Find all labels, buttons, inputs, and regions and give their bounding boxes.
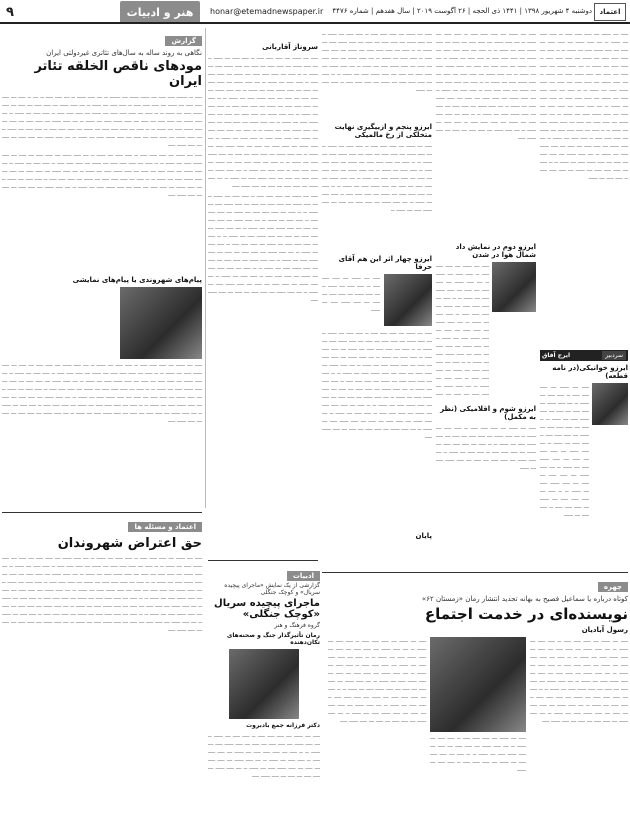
banner-article (322, 574, 628, 820)
column-author: سروناز آقاربانی (262, 43, 318, 51)
page-header (0, 0, 630, 28)
header-rule (0, 22, 630, 24)
article-tag: گزارش (165, 36, 202, 46)
cr-subhead-4: ایرزو شوم و اقلامیکی (نظر به مکمل) (440, 405, 536, 421)
center-body-3: ــــ ـــ ـــــ ـــ ــــ ــــ ــــ ــ ــــ ــــ ـــ ـــــ ــ ـــ ــــ ـــــ ـــ ــــ ــــ ـــ ــــ ـــ ــــ ـــــ ــــ ـــ ـــــ (322, 274, 380, 313)
article-subhead: پیام‌های شهروندی یا پیام‌های نمایشی (72, 276, 202, 284)
article-kicker: نگاهی به روند ساله به سال‌های تئاتری غیردولتی ایران (46, 49, 202, 57)
column-divider (205, 28, 206, 508)
bottom-left-rule (2, 512, 202, 513)
sidebar-body-2: ــــ ـــ ـــــ ـــ ــــ ــــ ــــ ــ ــــ ــــ ـــ ـــــ ــ ـــ ــــ ـــــ ـــ ــــ ــــ ـــ ــــ ـــ ــــ ـــــ ــــ ـــ ـــــ ــ ــ ــــ ـــ ــــ ــــ ــــ ـــ ـــــ ـــ ــــ ــــ ــــ ــ ــــ ــــ ـــ ـــــ ــ ـــ ــــ ـــــ ـــ ــــ ــــ ـــ ــــ ـــ ــــ ـــــ ــــ ـــ ـــــ ــ ـــ ــــ ـــــ ـــ ــــ ــــ ـــ ــــ ـــ ــــ ـــــ ــــ ـــ ـــــ ــ ــ ــــ ـــ ــــ ــــ ــــ ـــ ـــــ ـــ ــــ ــــ ــــ ــ ــــ ــــ ـــ ـــــ (540, 383, 589, 518)
bc-subhead: رمان تأثیرگذار جنگ و صحنه‌های تکان‌دهنده (226, 632, 320, 646)
page-number: ۹ (6, 5, 14, 20)
center-body-2: ــــ ـــ ـــــ ـــ ــــ ــــ ــــ ــ ــــ ــــ ـــ ـــــ ــ ـــ ــــ ـــــ ـــ ــــ ــــ ـــ ــــ ـــ ــــ ـــــ ــــ ـــ ـــــ ــ ــ ــــ ـــ ــــ ــــ ــــ ـــ ـــــ ـــ ــــ ــــ ــــ ــ ــــ ــــ ـــ ـــــ ــ ـــ ــــ ـــــ ـــ ــــ ــــ ـــ ــــ ـــ ــــ ـــــ ــــ ـــ ـــــ ــ ـــ ــــ ـــــ ـــ ــــ ــــ ـــ ــــ ـــ ــــ ـــــ ــــ ـــ ـــــ ــ ــ ــــ ـــ ــــ ــــ ــــ ـــ ـــــ ـــ ــــ ــــ ــــ ــ ــــ ــــ ـــ ـــــ ــ ـــ ــــ ـــــ ـــ ــــ ــــ ـــ ــــ ـــ ــــ ـــــ ــــ ـــ ـــــ ــ (322, 142, 432, 213)
sidebar-portrait-photo (592, 383, 628, 425)
issue-date: دوشنبه ۴ شهریور ۱۳۹۸ | ۱۴۴۱ ذی الحجه | ۲۶ آگوست ۲۰۱۹ | سال هفدهم | شماره ۴۴۷۶ (332, 7, 592, 15)
bc-portrait-photo (229, 649, 299, 719)
banner-rule (322, 572, 628, 573)
sidebar-body-1: ــــ ـــ ـــــ ـــ ــــ ــــ ــــ ــ ــــ ــــ ـــ ـــــ ــ ـــ ــــ ـــــ ـــ ــــ ــــ ـــ ــــ ـــ ــــ ـــــ ــــ ـــ ـــــ ــ ــ ــــ ـــ ــــ ــــ ــــ ـــ ـــــ ـــ ــــ ــــ ــــ ــ ــــ ــــ ـــ ـــــ ــ ـــ ــــ ـــــ ـــ ــــ ــــ ـــ ــــ ـــ ــــ ـــــ ــــ ـــ ـــــ ــ ـــ ــــ ـــــ ـــ ــــ ــــ ـــ ــــ ـــ ــــ ـــــ ــــ ـــ ـــــ ــ ــ ــــ ـــ ــــ ــــ ــــ ـــ ـــــ ـــ ــــ ــــ ــــ ــ ــــ ــــ ـــ ـــــ ــ ـــ ــــ ـــــ ـــ ــــ ــــ ـــ ــــ ـــ ــــ ـــــ ــــ ـــ ـــــ ــ ـــ ــــ ـــــ ـــ ــــ ــــ ـــ ــــ ـــ ــــ ـــــ ــــ ـــ ـــــ ــ ــ ــــ ـــ ــــ ــــ ــــ ـــ ـــــ ـــ ــــ ــــ ــــ ــ ــــ ــــ ـــ ـــــ ــ ـــ ــــ ـــــ ـــ ــــ ــــ ـــ ــــ ـــ ــــ ـــــ ــــ ـــ ـــــ ــ ـــ ــــ ـــــ ـــ ــــ ــــ ـــ ــــ ـــ ــــ ـــــ ــــ ـــ ـــــ ــ ــ ــــ ـــ ــــ ــــ ــــ ـــ ـــــ ـــ ــــ ــــ ــــ ــ ــــ ــــ ـــ ـــــ (540, 30, 628, 181)
newspaper-logo-icon: اعتماد (594, 3, 626, 21)
banner-body-1: ــــ ـــ ـــــ ـــ ــــ ــــ ــــ ــ ــــ ــــ ـــ ـــــ ــ ـــ ــــ ـــــ ـــ ــــ ــــ ـــ ــــ ـــ ــــ ـــــ ــــ ـــ ـــــ ــ ــ ــــ ـــ ــــ ــــ ــــ ـــ ـــــ ـــ ــــ ــــ ــــ ــ ــــ ــــ ـــ ـــــ ــ ـــ ــــ ـــــ ـــ ــــ ــــ ـــ ــــ ـــ ــــ ـــــ ــــ ـــ ـــــ ــ ـــ ــــ ـــــ ـــ ــــ ــــ ـــ ــــ ـــ ــــ ـــــ ــــ ـــ ـــــ ــ ــ ــــ ـــ ــــ ــــ ــــ ـــ ـــــ ـــ ــــ ــــ ــــ ــ ــــ ــــ ـــ ـــــ ــ ـــ ــــ ـــــ ـــ ــــ ــــ ـــ ــــ ـــ ــــ ـــــ ــــ ـــ ـــــ ــ ـــ ــــ ـــــ ـــ ــــ ــــ ـــ ــــ ـــ ــــ ـــــ ــــ (530, 637, 628, 724)
bl-title: حق اعتراض شهروندان (57, 536, 202, 551)
portrait-photo-1 (384, 274, 432, 326)
bc-sub-kicker: گروه فرهنگ و هنر (274, 622, 320, 629)
bottom-center-article (208, 563, 320, 818)
banner-author: رسول آبادیان (581, 626, 628, 634)
center-subhead-1: ایرزو پنجم و ازبیگیری نهایت متخلکی از رخ مالمیکی (334, 123, 432, 139)
section-email[interactable]: honar@etemadnewspaper.ir (210, 7, 324, 16)
banner-tag: چهره (598, 582, 628, 592)
right-sidebar (540, 30, 628, 570)
cr-subhead-2: ایرزو دوم در نمایش داد شمال هوا در شدن (455, 243, 536, 259)
banner-title: نویسنده‌ای در خدمت اجتماع (424, 605, 628, 623)
bl-tag: اعتماد و مسئله ها (128, 522, 202, 532)
theater-building-photo (120, 287, 202, 359)
center-right-column (436, 30, 536, 570)
bc-title: ماجرای پیچیده سریال «کوچک جنگلی» (214, 598, 320, 620)
bottom-left-article (2, 514, 202, 818)
left-article (2, 28, 202, 508)
center-subhead-3: ایرزو چهار اثر این هم آقای حرفا (338, 255, 432, 271)
cr-body-1: ــــ ـــ ـــــ ـــ ــــ ــــ ــــ ــ ــــ ــــ ـــ ـــــ ــ ـــ ــــ ـــــ ـــ ــــ ــــ ـــ ــــ ـــ ــــ ـــــ ــــ ـــ ـــــ ــ ــ ــــ ـــ ــــ ــــ ــــ ـــ ـــــ ـــ ــــ ــــ ــــ ــ ــــ ــــ ـــ ـــــ ــ ـــ ــــ ـــــ ـــ ــــ ــــ ـــ ــــ ـــ ــــ ـــــ ــــ ـــ ـــــ ــ ـــ ــــ ـــــ ـــ ــــ ــــ ـــ ــــ ـــ ــــ ـــــ ــــ ـــ ـــــ ــ ــ ــــ ـــ ــــ ــــ ــــ ـــ ـــــ ـــ ــــ ــــ ــــ ــ ــــ ــــ ـــ ـــــ ــ ـــ ــــ ـــــ ـــ ــــ ــــ ـــ ــــ ـــ ــــ ـــــ ــــ ـــ ـــــ ــ ـــ ــــ ـــــ ـــ ــــ ــــ ـــ ــــ ـــ ــــ ـــــ ــــ ـــ ـــــ ــ ــ ــــ ـــ ــــ ــــ ــــ ـــ ـــــ ـــ ــــ ــــ ــــ ــ ــــ ــــ ـــ ـــــ ــ ـــ ــــ ـــــ ـــ ــــ ــــ ـــ ــــ ـــ ــــ ـــــ ــــ (436, 30, 536, 141)
center-essay (322, 30, 432, 570)
banner-body-2: ــــ ـــ ـــــ ـــ ــــ ــــ ــــ ــ ــــ ــــ ـــ ـــــ ــ ـــ ــــ ـــــ ـــ ــــ ــــ ـــ ــــ ـــ ــــ ـــــ ــــ ـــ ـــــ ــ ــ ــــ ـــ ــــ ــــ ــــ ـــ ـــــ ـــ ــــ ــــ ــــ ــ ــــ ــــ ـــ ـــــ (430, 734, 526, 773)
author-name: ایرج آفاق (542, 352, 571, 359)
cr-body-2: ــــ ـــ ـــــ ـــ ــــ ــــ ــــ ــ ــــ ــــ ـــ ـــــ ــ ـــ ــــ ـــــ ـــ ــــ ــــ ـــ ــــ ـــ ــــ ـــــ ــــ ـــ ـــــ ــ ــ ــــ ـــ ــــ ــــ ــــ ـــ ـــــ ـــ ــــ ــــ ــــ ــ ــــ ــــ ـــ ـــــ ــ ـــ ــــ ـــــ ـــ ــــ ــــ ـــ ــــ ـــ ــــ ـــــ ــــ ـــ ـــــ ــ ـــ ــــ ـــــ ـــ ــــ ــــ ـــ ــــ ـــ ــــ ـــــ ــــ ـــ ـــــ ــ ــ ــــ ـــ ــــ ــــ ــــ ـــ ـــــ ـــ ــــ ــــ ــــ ــ ــــ ــــ ـــ ـــــ ــ ـــ ــــ ـــــ ـــ ــــ ــــ ـــ ــــ ـــ ــــ ـــــ ــــ (436, 262, 489, 402)
portrait-photo-2 (492, 262, 536, 312)
sidebar-subhead: ایرزو خوانیکی(در نامه قطعه) (552, 364, 628, 380)
cr-body-3: ــــ ـــ ـــــ ـــ ــــ ــــ ــــ ــ ــــ ــــ ـــ ـــــ ــ ـــ ــــ ـــــ ـــ ــــ ــــ ـــ ــــ ـــ ــــ ـــــ ــــ ـــ ـــــ ــ ــ ــــ ـــ ــــ ــــ ــــ ـــ ـــــ ـــ ــــ ــــ ــــ ــ ــــ ــــ ـــ ـــــ ــ ـــ ــــ ـــــ ـــ ــــ ــــ ـــ ــــ ـــ ــــ ـــــ ــــ ـــ ـــــ (436, 424, 536, 471)
bl-body: ــــ ـــ ـــــ ـــ ــــ ــــ ــــ ــ ــــ ــــ ـــ ـــــ ــ ـــ ــــ ـــــ ـــ ــــ ــــ ـــ ــــ ـــ ــــ ـــــ ــــ ـــ ـــــ ــ ــ ــــ ـــ ــــ ــــ ــــ ـــ ـــــ ـــ ــــ ــــ ــــ ــ ــــ ــــ ـــ ـــــ ــ ـــ ــــ ـــــ ـــ ــــ ــــ ـــ ــــ ـــ ــــ ـــــ ــــ ـــ ـــــ ــ ـــ ــــ ـــــ ـــ ــــ ــــ ـــ ــــ ـــ ــــ ـــــ ــــ ـــ ـــــ ــ ــ ــــ ـــ ــــ ــــ ــــ ـــ ـــــ ـــ ــــ ــــ ــــ ــ ــــ ــــ ـــ ـــــ ــ ـــ ــــ ـــــ ـــ ــــ ــــ ـــ ــــ ـــ ــــ ـــــ ــــ ـــ ـــــ ــ ـــ ــــ ـــــ ـــ ــــ ــــ ـــ ــــ ـــ ــــ ـــــ ــــ ـــ ـــــ ــ ــ ــــ ـــ ــــ ــــ ــــ ـــ ـــــ ـــ ــــ ــــ ــــ ــ ــــ ــــ ـــ ـــــ ــ ـــ ــــ ـــــ ـــ ــــ ــــ ـــ ــــ ـــ ــــ ـــــ ــــ ـــ ـــــ ــ ـــ ــــ ـــــ ـــ ــــ ــــ ـــ ــــ ـــ ــــ ـــــ ــــ ـــ ـــــ ــ ــ ــــ ـــ ــــ ــــ ــــ ـــ ـــــ ـــ ــــ ــــ ــــ ــ ــــ ــــ ـــ ـــــ ــ ـــ ــــ ـــــ ـــ ــــ ــــ ـــ ــــ ـــ ــــ ـــــ ــــ ـــ ـــــ ــ ـــ ــــ ـــــ ـــ ــــ ــــ ـــ ــــ ـــ ــــ ـــــ ــــ (2, 554, 202, 633)
article-body-2: ــــ ـــ ـــــ ـــ ــــ ــــ ــــ ــ ــــ ــــ ـــ ـــــ ــ ـــ ــــ ـــــ ـــ ــــ ــــ ـــ ــــ ـــ ــــ ـــــ ــــ ـــ ـــــ ــ ــ ــــ ـــ ــــ ــــ ــــ ـــ ـــــ ـــ ــــ ــــ ــــ ــ ــــ ــــ ـــ ـــــ ــ ـــ ــــ ـــــ ـــ ــــ ــــ ـــ ــــ ـــ ــــ ـــــ ــــ ـــ ـــــ ــ ـــ ــــ ـــــ ـــ ــــ ــــ ـــ ــــ ـــ ــــ ـــــ ــــ ـــ ـــــ ــ ــ ــــ ـــ ــــ ــــ ــــ ـــ ـــــ ـــ ــــ ــــ ــــ ــ ــــ ــــ ـــ ـــــ ــ ـــ ــــ ـــــ ـــ ــــ ــــ ـــ ــــ ـــ ــــ ـــــ ــــ ـــ ـــــ ــ ـــ ــــ ـــــ ـــ ــــ ــــ ـــ ــــ ـــ ــــ ـــــ ــــ ـــ ـــــ ــ ــ ــــ ـــ ــــ ــــ ــــ ـــ ـــــ ـــ ــــ ــــ ــــ ــ ــــ ــــ ـــ ـــــ ــ ـــ ــــ ـــــ ـــ ــــ ــــ ـــ ــــ ـــ ــــ ـــــ ــــ ـــ ـــــ ــ ـــ ــــ ـــــ ـــ ــــ ــــ ـــ ــــ ـــ ــــ ـــــ ــــ (2, 361, 202, 424)
section-title: هنر و ادبیات (120, 1, 200, 23)
center-end: پایان (415, 532, 432, 540)
author-label: سردبیر (602, 351, 626, 360)
center-body-1: ــــ ـــ ـــــ ـــ ــــ ــــ ــــ ــ ــــ ــــ ـــ ـــــ ــ ـــ ــــ ـــــ ـــ ــــ ــــ ـــ ــــ ـــ ــــ ـــــ ــــ ـــ ـــــ ــ ــ ــــ ـــ ــــ ــــ ــــ ـــ ـــــ ـــ ــــ ــــ ــــ ــ ــــ ــــ ـــ ـــــ ــ ـــ ــــ ـــــ ـــ ــــ ــــ ـــ ــــ ـــ ــــ ـــــ ــــ ـــ ـــــ ــ ـــ ــــ ـــــ ـــ ــــ ــــ ـــ ــــ ـــ ــــ ـــــ ــــ ـــ ـــــ ــ ــ ــــ ـــ ــــ ــــ ــــ ـــ ـــــ ـــ ــــ ــــ ــــ ــ ــــ ــــ ـــ ـــــ (322, 30, 432, 93)
column-body: ــــ ـــ ـــــ ـــ ــــ ــــ ــــ ــ ــــ ــــ ـــ ـــــ ــ ـــ ــــ ـــــ ـــ ــــ ــــ ـــ ــــ ـــ ــــ ـــــ ــــ ـــ ـــــ ــ ــ ــــ ـــ ــــ ــــ ــــ ـــ ـــــ ـــ ــــ ــــ ــــ ــ ــــ ــــ ـــ ـــــ ــ ـــ ــــ ـــــ ـــ ــــ ــــ ـــ ــــ ـــ ــــ ـــــ ــــ ـــ ـــــ ــ ـــ ــــ ـــــ ـــ ــــ ــــ ـــ ــــ ـــ ــــ ـــــ ــــ ـــ ـــــ ــ ــ ــــ ـــ ــــ ــــ ــــ ـــ ـــــ ـــ ــــ ــــ ــــ ــ ــــ ــــ ـــ ـــــ ــ ـــ ــــ ـــــ ـــ ــــ ــــ ـــ ــــ ـــ ــــ ـــــ ــــ ـــ ـــــ ــ ـــ ــــ ـــــ ـــ ــــ ــــ ـــ ــــ ـــ ــــ ـــــ ــــ ـــ ـــــ ــ ــ ــــ ـــ ــــ ــــ ــــ ـــ ـــــ ـــ ــــ ــــ ــــ ــ ــــ ــــ ـــ ـــــ ــ ـــ ــــ ـــــ ـــ ــــ ــــ ـــ ــــ ـــ ــــ ـــــ ــــ ـــ ـــــ ــ ـــ ــــ ـــــ ـــ ــــ ــــ ـــ ــــ ـــ ــــ ـــــ ــــ ـــ ـــــ ــ ــ ــــ ـــ ــــ ــــ ــــ ـــ ـــــ ـــ ــــ ــــ ــــ ــ ــــ ــــ ـــ ـــــ ــ ـــ ــــ ـــــ ـــ ــــ ــــ ـــ ــــ ـــ ــــ ـــــ ــــ ـــ ـــــ ــ ـــ ــــ ـــــ ـــ ــــ ــــ ـــ ــــ ـــ ــــ ـــــ ــــ ــــ ـــ ـــــ ـــ ــــ ــــ ــــ ــ ــــ ــــ ـــ ـــــ ــ ـــ ــــ ـــــ ـــ ــــ ــــ ـــ ــــ ـــ ــــ ـــــ ــــ ـــ ـــــ ــ ــ ــــ ـــ ــــ ــــ ــــ ـــ ـــــ ـــ ــــ ــــ ــــ ــ ــــ ــــ ـــ ـــــ ــ ـــ ــــ ـــــ ـــ ــــ ــــ ـــ ــــ ـــ ــــ ـــــ ــــ ـــ ـــــ ــ ـــ ــــ ـــــ ـــ ــــ ــــ ـــ ــــ ـــ ــــ ـــــ ــــ ـــ ـــــ ــ ــ ــــ ـــ ــــ ــــ ــــ ـــ ـــــ ـــ ــــ ــــ ــــ ــ ــــ ــــ ـــ ـــــ ــ ـــ ــــ ـــــ ـــ ــــ ــــ ـــ ــــ ـــ ــــ ـــــ ــــ ـــ ـــــ ــ ـــ ــــ ـــــ ـــ ــــ ــــ ـــ ــــ ـــ ــــ ـــــ ــــ ـــ ـــــ ــ ــ ــــ ـــ ــــ ــــ ــــ ـــ ـــــ ـــ ــــ ــــ ــــ ــ ــــ ــــ ـــ ـــــ ــ ـــ ــــ ـــــ ـــ ــــ ــــ ـــ ــــ ـــ ــــ ـــــ ــــ ـــ ـــــ ــ ـــ ــــ ـــــ ـــ ــــ ــــ ـــ ــــ ـــ ــــ ـــــ ــــ (208, 54, 318, 303)
bc-subhead-2: دکتر فرزانه جمع بادبروت (246, 722, 320, 729)
fasih-portrait-photo (430, 637, 526, 732)
article-title: مودهای ناقص الخلقه تئاتر ایران (34, 59, 202, 89)
bc-tag: ادبیات (287, 571, 320, 581)
middle-left-column (208, 40, 318, 510)
bc-body: ــــ ـــ ـــــ ـــ ــــ ــــ ــــ ــ ــــ ــــ ـــ ـــــ ــ ـــ ــــ ـــــ ـــ ــــ ــــ ـــ ــــ ـــ ــــ ـــــ ــــ ـــ ـــــ ــ ــ ــــ ـــ ــــ ــــ ــــ ـــ ـــــ ـــ ــــ ــــ ــــ ــ ــــ ــــ ـــ ـــــ ــ ـــ ــــ ـــــ ـــ ــــ ــــ ـــ ــــ ـــ ــــ ـــــ ــــ ـــ ـــــ ــ ـــ ــــ ـــــ ـــ ــــ ــــ ـــ ــــ ـــ ــــ ـــــ ــــ (208, 732, 320, 779)
banner-kicker: کوتاه درباره یا سماعیل فصیح به بهانه تجدید انتشار رمان «زمستان ۶۲» (421, 595, 628, 603)
center-body-4: ــــ ـــ ـــــ ـــ ــــ ــــ ــــ ــ ــــ ــــ ـــ ـــــ ــ ـــ ــــ ـــــ ـــ ــــ ــــ ـــ ــــ ـــ ــــ ـــــ ــــ ـــ ـــــ ــ ــ ــــ ـــ ــــ ــــ ــــ ـــ ـــــ ـــ ــــ ــــ ــــ ــ ــــ ــــ ـــ ـــــ ــ ـــ ــــ ـــــ ـــ ــــ ــــ ـــ ــــ ـــ ــــ ـــــ ــــ ـــ ـــــ ــ ـــ ــــ ـــــ ـــ ــــ ــــ ـــ ــــ ـــ ــــ ـــــ ــــ ـــ ـــــ ــ ــ ــــ ـــ ــــ ــــ ــــ ـــ ـــــ ـــ ــــ ــــ ــــ ــ ــــ ــــ ـــ ـــــ ــ ـــ ــــ ـــــ ـــ ــــ ــــ ـــ ــــ ـــ ــــ ـــــ ــــ ـــ ـــــ ــ ـــ ــــ ـــــ ـــ ــــ ــــ ـــ ــــ ـــ ــــ ـــــ ــــ ـــ ـــــ ــ ــ ــــ ـــ ــــ ــــ ــــ ـــ ـــــ ـــ ــــ ــــ ــــ ــ ــــ ــــ ـــ ـــــ ــ ـــ ــــ ـــــ ـــ ــــ ــــ ـــ ــــ ـــ ــــ ـــــ ــــ ـــ ـــــ ــ ـــ ــــ ـــــ ـــ ــــ ــــ ـــ ــــ ـــ ــــ ـــــ ــــ (322, 329, 432, 440)
bottom-center-rule (208, 560, 318, 561)
banner-body-3: ــــ ـــ ـــــ ـــ ــــ ــــ ــــ ــ ــــ ــــ ـــ ـــــ ــ ـــ ــــ ـــــ ـــ ــــ ــــ ـــ ــــ ـــ ــــ ـــــ ــــ ـــ ـــــ ــ ــ ــــ ـــ ــــ ــــ ــــ ـــ ـــــ ـــ ــــ ــــ ــــ ــ ــــ ــــ ـــ ـــــ ــ ـــ ــــ ـــــ ـــ ــــ ــــ ـــ ــــ ـــ ــــ ـــــ ــــ ـــ ـــــ ــ ـــ ــــ ـــــ ـــ ــــ ــــ ـــ ــــ ـــ ــــ ـــــ ــــ ـــ ـــــ ــ ــ ــــ ـــ ــــ ــــ ــــ ـــ ـــــ ـــ ــــ ــــ ــــ ــ ــــ ــــ ـــ ـــــ ــ ـــ ــــ ـــــ ـــ ــــ ــــ ـــ ــــ ـــ ــــ ـــــ ــــ ـــ ـــــ ــ ـــ ــــ ـــــ ـــ ــــ ــــ ـــ ــــ ـــ ــــ ـــــ ــــ (328, 637, 426, 724)
bc-kicker: گزارشی از یک نمایش «ماجرای پیچیده سریال» و کوچک جنگلی (224, 582, 320, 596)
article-body: ــــ ــ ــــــ ــــ ــــ ـــ ـــــ ـــــ ـــ ــــــ ــ ـــ ــــ ـــــ ــ ـــ ــــ ــــ ــ ـــ ــ ــــ ـــ ــــ ــــ ــــ ـــ ـــــ ـــ ــــ ــــ ــــ ــ ــــ ــــ ـــ ـــــ ــ ـــ ــــ ـــــ ـــ ــــ ــــ ـــ ــــ ـــ ــــ ـــــ ــــ ـــ ـــــ ــ ــ ــــ ـــ ــــ ــــ ــــ ـــ ـــــ ـــ ــــ ــــ ــــ ــ ــــ ــــ ـــ ـــــ ــ ـــ ــــ ـــــ ـــ ــــ ــــ ـــ ــــ ـــ ــــ ـــــ ــــ ـــ ـــــ ــ ـــ ــــ ـــــ ـــ ــــ ــــ ـــ ــــ ـــ ــــ ـــــ ــــ ـــ ـــــ ــ ــ ــــ ـــ ــــ ــــ ــــ ـــ ـــــ ـــ ــــ ــــ ــــ ــ ــــ ــــ ـــ ـــــ ــ ـــ ــــ ـــــ ـــ ــــ ــــ ـــ ــــ ـــ ــــ ـــــ ــــ ـــ ـــــ ــ ـــ ــــ ـــــ ـــ ــــ ــــ ـــ ــــ ـــ ــــ ـــــ ــــ ــــ ـــ ـــــ ـــ ــــ ــــ ــــ ــ ــــ ــــ ـــ ـــــ ــ ـــ ــــ ـــــ ـــ ــــ ــــ ـــ ــــ ـــ ــــ ـــــ ــــ ـــ ـــــ ــ ــ ــــ ـــ ــــ ــــ ــــ ـــ ـــــ ـــ ــــ ــــ ــــ ــ ــــ ــــ ـــ ـــــ ــ ـــ ــــ ـــــ ـــ ــــ ــــ ـــ ــــ ـــ ــــ ـــــ ــــ ـــ ـــــ ــ ـــ ــــ ـــــ ـــ ــــ ــــ ـــ ــــ ـــ ــــ ـــــ ــــ ـــ ـــــ ــ ــ ــــ ـــ ــــ ــــ ــــ ـــ ـــــ ـــ ــــ ــــ ــــ ــ ــــ ــــ ـــ ـــــ ــ ـــ ــــ ـــــ ـــ ــــ ــــ ـــ ــــ ـــ ــــ ـــــ ــــ ـــ ـــــ ــ ـــ ــــ ـــــ ـــ ــــ ــــ ـــ ــــ ـــ ــــ ـــــ ــــ (2, 93, 202, 198)
